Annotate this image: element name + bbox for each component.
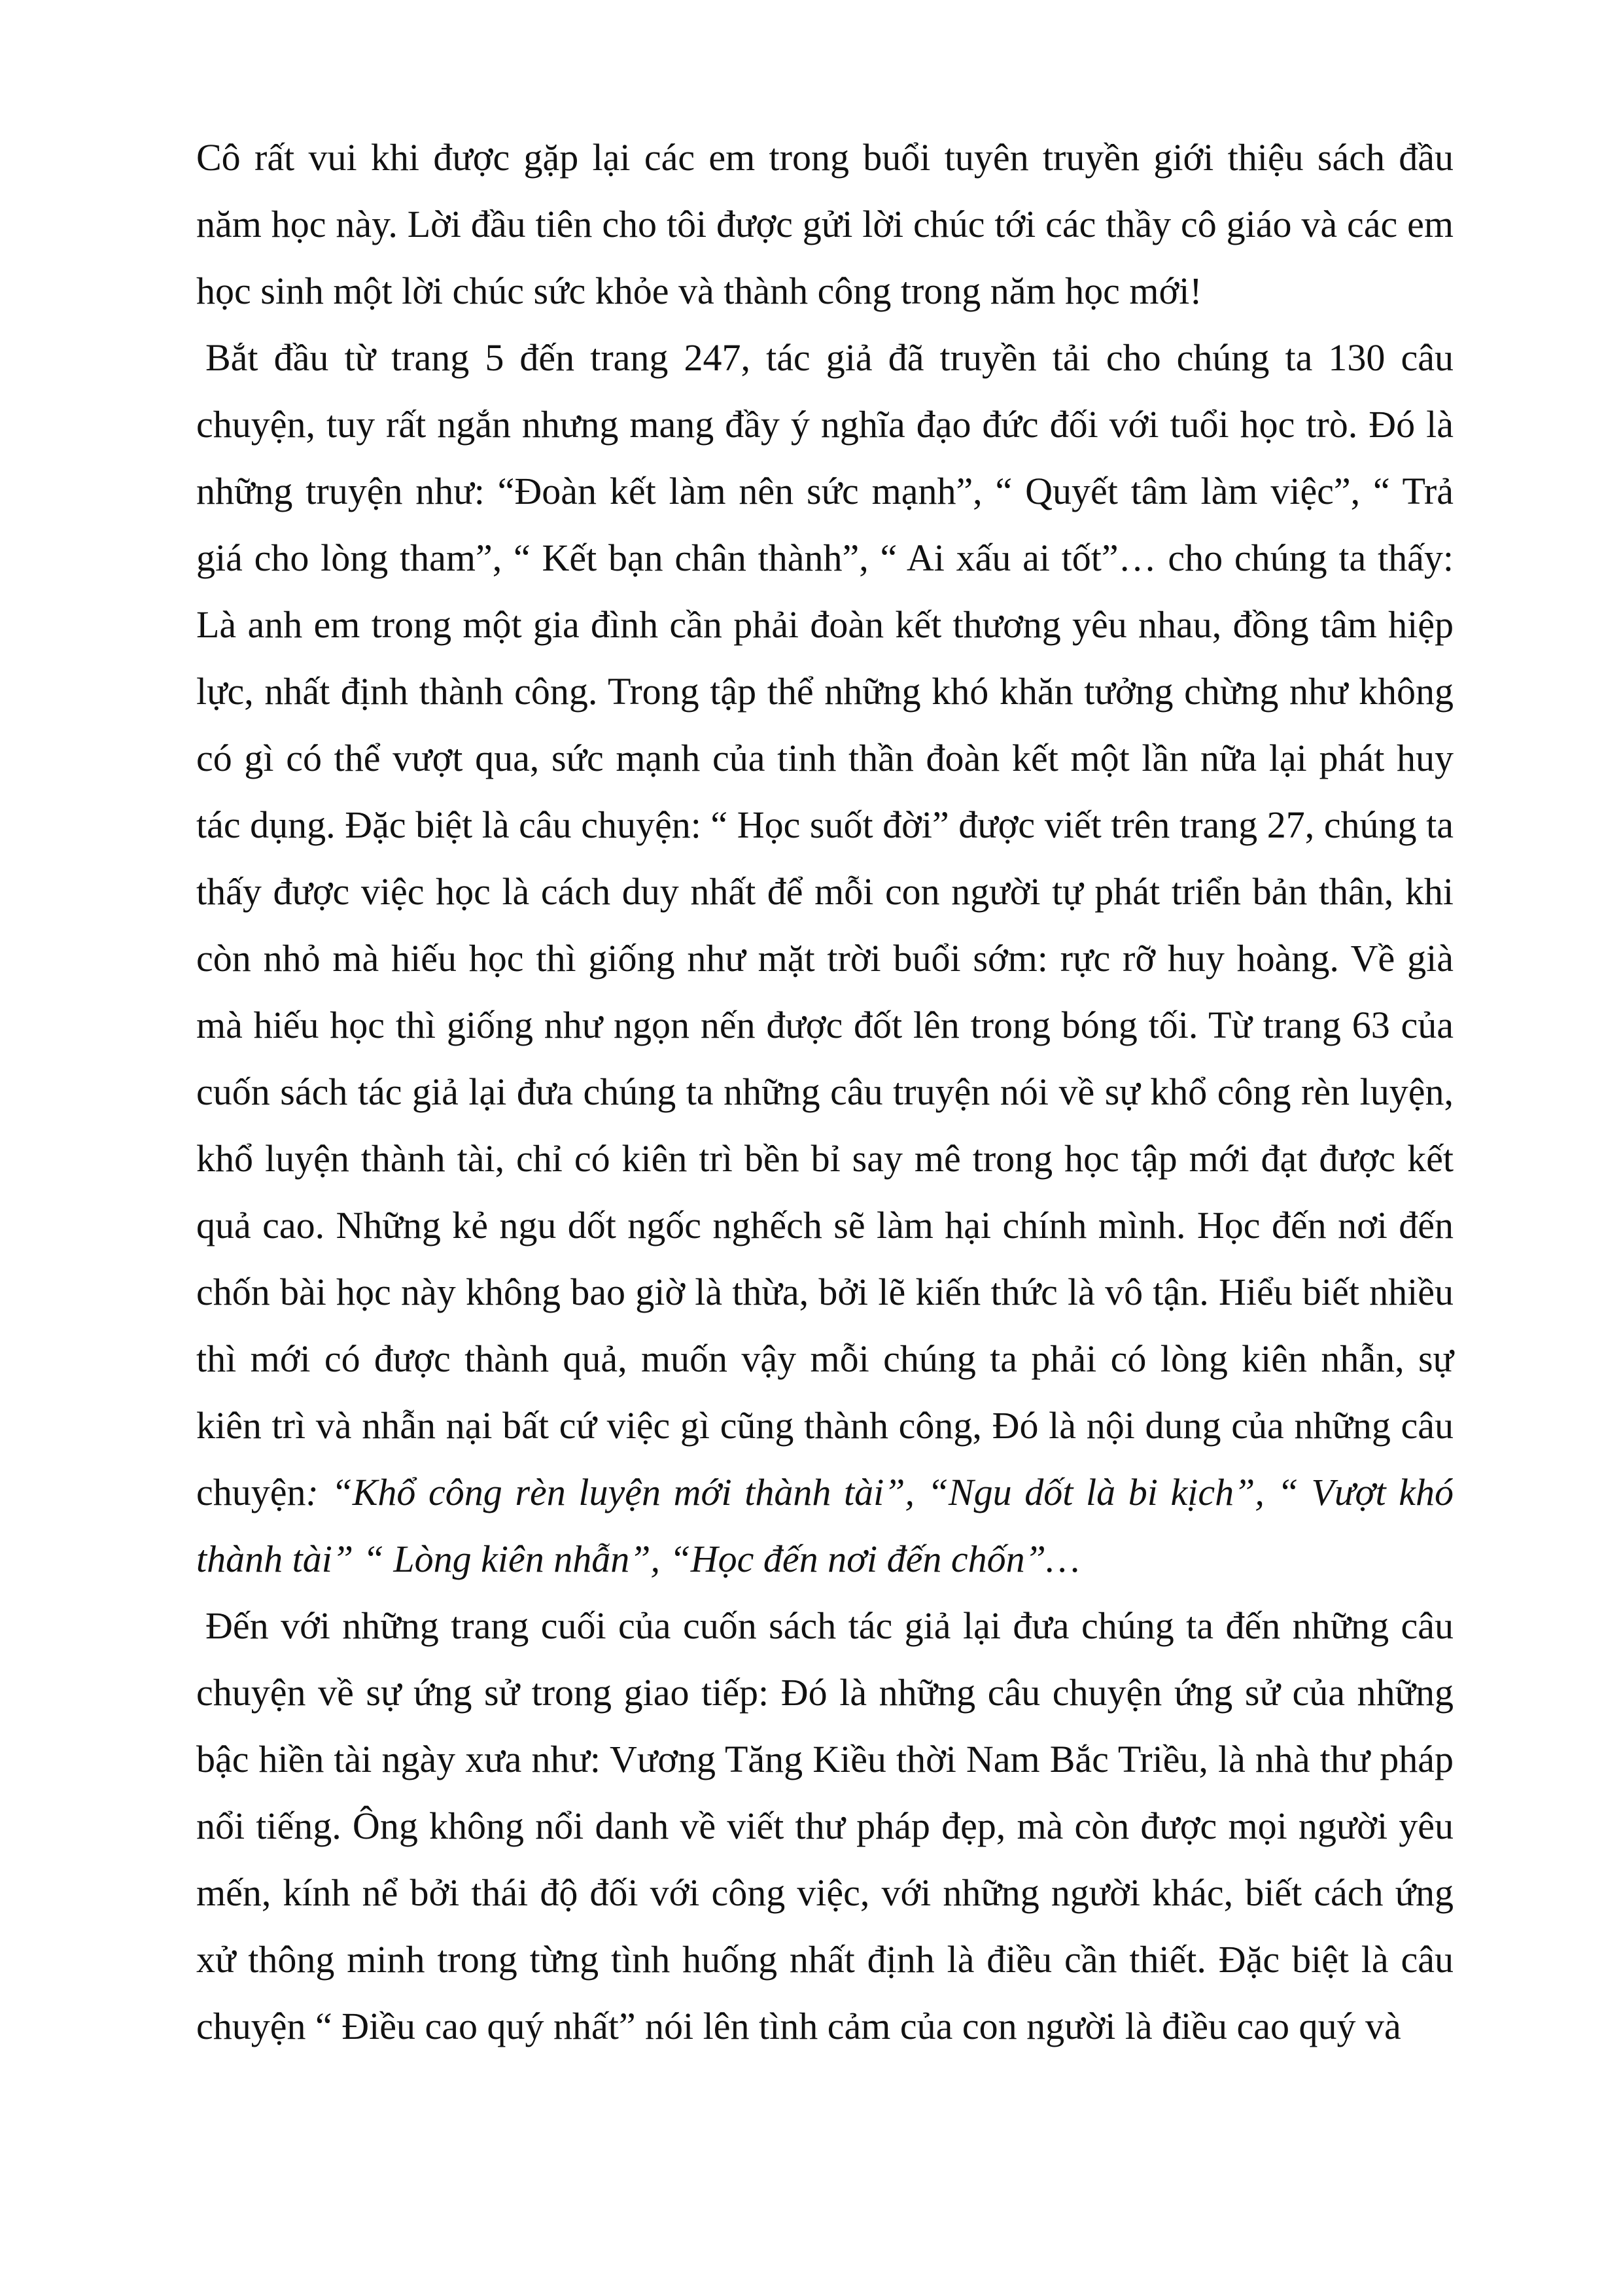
paragraph-2-text: Bắt đầu từ trang 5 đến trang 247, tác giả đã truyền tải cho chúng ta 130 câu chuyện, tuy rất ngắn nhưng mang đầy ý nghĩa đạo đức đối với tuổi học trò. Đó là những truyện như: “Đoàn kết làm nên sức mạnh”, “ Quyết tâm làm việc”, “ Trả giá cho lòng tham”, “ Kết bạn chân thành”, “ Ai xấu ai tốt”… cho chúng ta thấy: Là anh em trong một gia đình cần phải đoàn kết thương yêu nhau, đồng tâm hiệp lực, nhất định thành công. Trong tập thể những khó khăn tưởng chừng như không có gì có thể vượt qua, sức mạnh của tinh thần đoàn kết một lần nữa lại phát huy tác dụng. Đặc biệt là câu chuyện: “ Học suốt đời” được viết trên trang 27, chúng ta thấy được việc học là cách duy nhất để mỗi con người tự phát triển bản thân, khi còn nhỏ mà hiếu học thì giống như mặt trời buổi sớm: rực rỡ huy hoàng. Về già mà hiếu học thì giống như ngọn nến được đốt lên trong bóng tối. Từ trang 63 của cuốn sách tác giả lại đưa chúng ta những câu truyện nói về sự khổ công rèn luyện, khổ luyện thành tài, chỉ có kiên trì bền bỉ say mê trong học tập mới đạt được kết quả cao. Những kẻ ngu dốt ngốc nghếch sẽ làm hại chính mình. Học đến nơi đến chốn bài học này không bao giờ là thừa, bởi lẽ kiến thức là vô tận. Hiểu biết nhiều thì mới có được thành quả, muốn vậy mỗi chúng ta phải có lòng kiên nhẫn, sự kiên trì và nhẫn nại bất cứ việc gì cũng thành công, Đó là nội dung của những câu chuyện — [196, 336, 1454, 1513]
paragraph-3: Đến với những trang cuối của cuốn sách tác giả lại đưa chúng ta đến những câu chuyện về sự ứng sử trong giao tiếp: Đó là những câu chuyện ứng sử của những bậc hiền tài ngày xưa như: Vương Tăng Kiều thời Nam Bắc Triều, là nhà thư pháp nổi tiếng. Ông không nổi danh về viết thư pháp đẹp, mà còn được mọi người yêu mến, kính nể bởi thái độ đối với công việc, với những người khác, biết cách ứng xử thông minh trong từng tình huống nhất định là điều cần thiết. Đặc biệt là câu chuyện “ Điều cao quý nhất” nói lên tình cảm của con người là điều cao quý và — [196, 1604, 1454, 2047]
paragraph-2 — [196, 325, 1454, 1593]
document-page — [196, 124, 1454, 2060]
paragraph-2-italic-titles: : “Khổ công rèn luyện mới thành tài”, “Ngu dốt là bi kịch”, “ Vượt khó thành tài” “ Lòng kiên nhẫn”, “Học đến nơi đến chốn”… — [196, 1471, 1454, 1580]
paragraph-1: Cô rất vui khi được gặp lại các em trong buổi tuyên truyền giới thiệu sách đầu năm học này. Lời đầu tiên cho tôi được gửi lời chúc tới các thầy cô giáo và các em học sinh một lời chúc sức khỏe và thành công trong năm học mới! — [196, 136, 1454, 312]
